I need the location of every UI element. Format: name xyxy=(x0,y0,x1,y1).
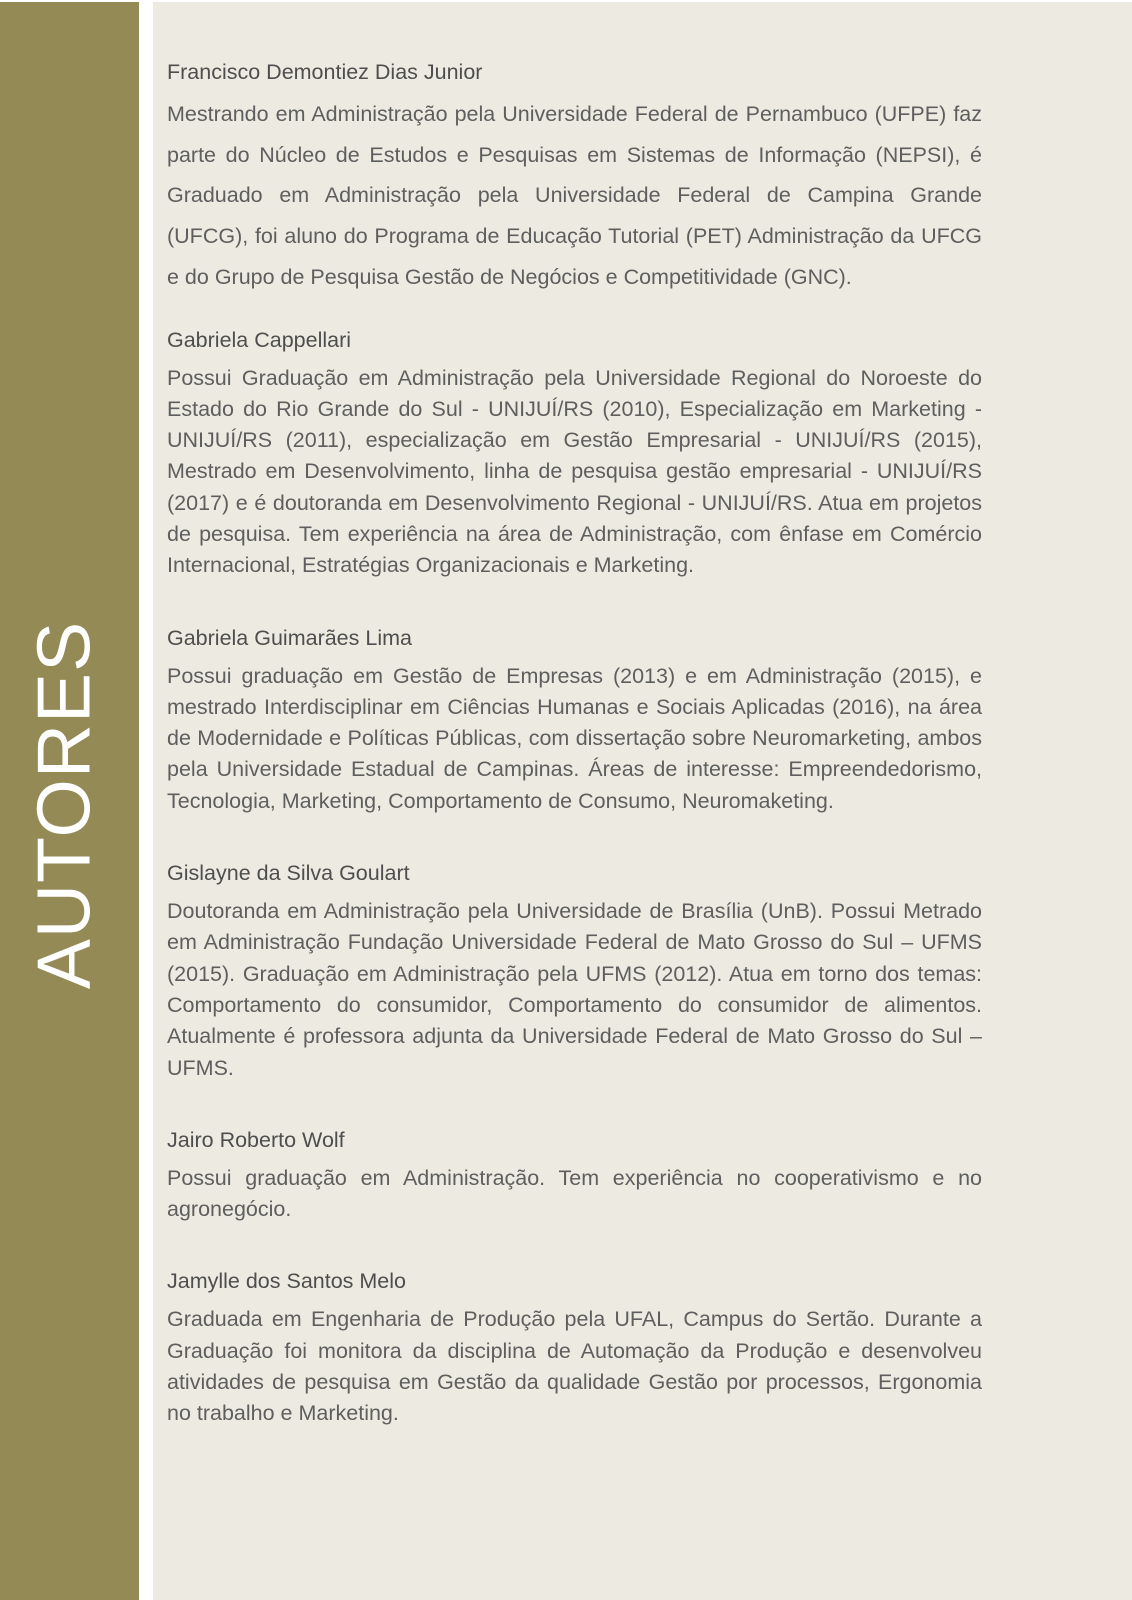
author-bio: Possui Graduação em Administração pela Universidade Regional do Noroeste do Estado do Rio Grande do Sul - UNIJUÍ/RS (2010), Especialização em Marketing - UNIJUÍ/RS (2011), especialização em Gestão Empresarial - UNIJUÍ/RS (2015), Mestrado em Desenvolvimento, linha de pesquisa gestão empresarial - UNIJUÍ/RS (2017) e é doutoranda em Desenvolvimento Regional - UNIJUÍ/RS. Atua em projetos de pesquisa. Tem experiência na área de Administração, com ênfase em Comércio Internacional, Estratégias Organizacionais e Marketing. xyxy=(167,365,982,578)
author-bio: Doutoranda em Administração pela Universidade de Brasília (UnB). Possui Metrado em Administração Fundação Universidade Federal de Mato Grosso do Sul – UFMS (2015). Graduação em Administração pela UFMS (2012). Atua em torno dos temas: Comportamento do consumidor, Comportamento do consumidor de alimentos. Atualmente é professora adjunta da Universidade Federal de Mato Grosso do Sul – UFMS. xyxy=(167,899,982,1080)
author-name: Francisco Demontiez Dias Junior xyxy=(167,60,483,84)
author-bio: Possui graduação em Administração. Tem experiência no cooperativismo e no agronegócio. xyxy=(167,1165,982,1222)
author-name: Jamylle dos Santos Melo xyxy=(167,1269,406,1294)
author-name: Jairo Roberto Wolf xyxy=(167,1127,345,1152)
author-name: Gabriela Guimarães Lima xyxy=(167,625,412,650)
author-name: Gabriela Cappellari xyxy=(167,327,352,352)
author-bio: Mestrando em Administração pela Universidade Federal de Pernambuco (UFPE) faz parte do Núcleo de Estudos e Pesquisas em Sistemas de Informação (NEPSI), é Graduado em Administração pela Universidade Federal de Campina Grande (UFCG), foi aluno do Programa de Educação Tutorial (PET) Administração da UFCG e do Grupo de Pesquisa Gestão de Negócios e Competitividade (GNC). xyxy=(167,102,982,289)
author-entry xyxy=(167,1126,982,1226)
author-bio: Possui graduação em Gestão de Empresas (2013) e em Administração (2015), e mestrado Interdisciplinar em Ciências Humanas e Sociais Aplicadas (2016), na área de Modernidade e Políticas Públicas, com dissertação sobre Neuromarketing, ambos pela Universidade Estadual de Campinas. Áreas de interesse: Empreendedorismo, Tecnologia, Marketing, Comportamento de Consumo, Neuromaketing. xyxy=(167,663,982,813)
author-bio: Graduada em Engenharia de Produção pela UFAL, Campus do Sertão. Durante a Graduação foi monitora da disciplina de Automação da Produção e desenvolveu atividades de pesquisa em Gestão da qualidade Gestão por processos, Ergonomia no trabalho e Marketing. xyxy=(167,1307,982,1426)
author-entry xyxy=(167,1267,982,1429)
author-entry xyxy=(167,624,982,817)
author-entry xyxy=(167,58,982,298)
author-entry xyxy=(167,326,982,582)
author-entry xyxy=(167,859,982,1084)
section-title: AUTORES xyxy=(21,620,106,990)
author-name: Gislayne da Silva Goulart xyxy=(167,861,410,886)
sidebar xyxy=(0,2,139,1600)
authors-list xyxy=(167,58,982,1430)
